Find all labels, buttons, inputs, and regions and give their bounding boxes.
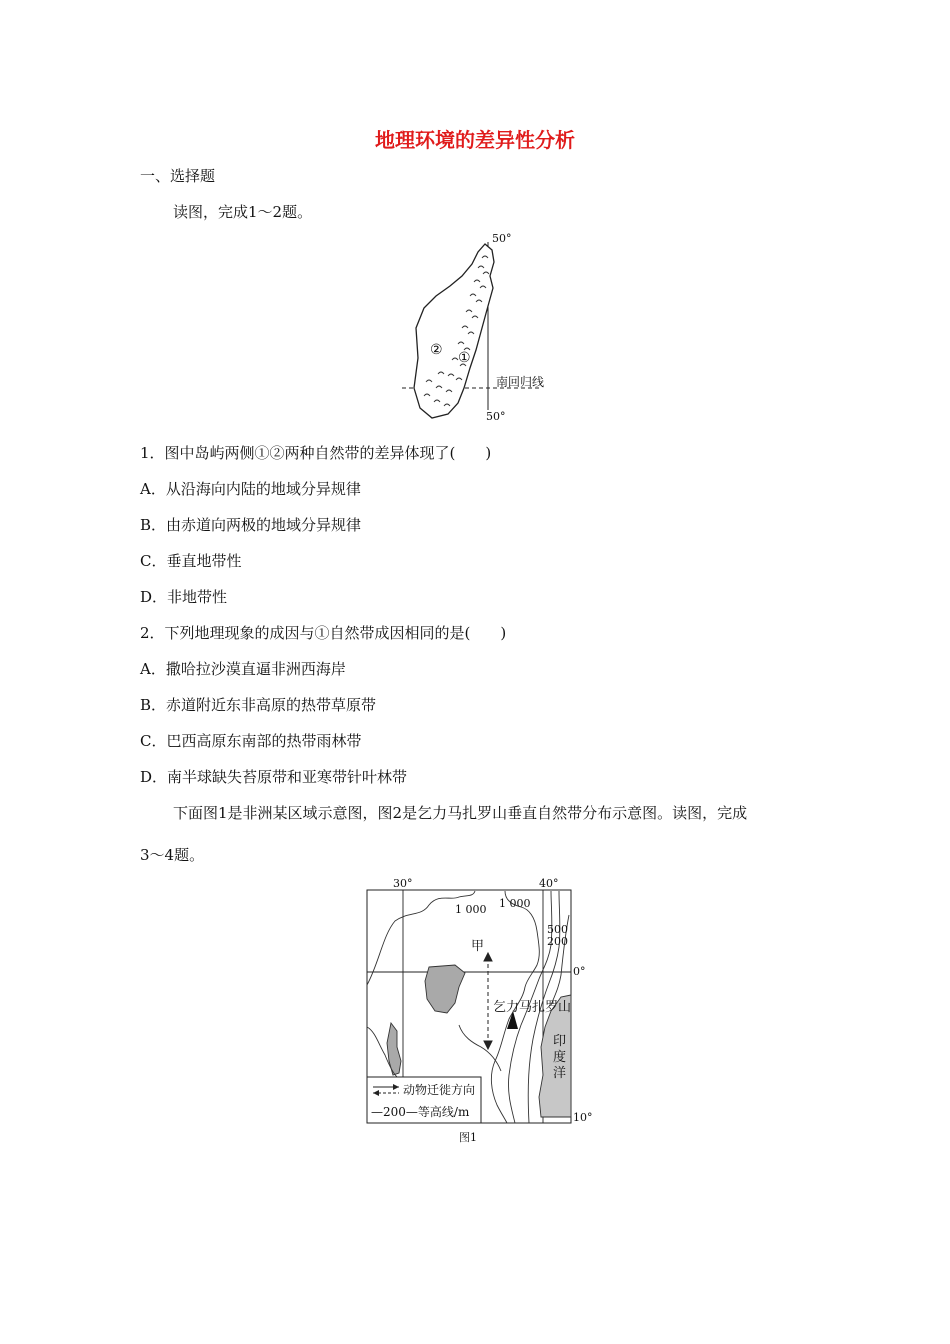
contour-label-200: 200 <box>547 935 568 948</box>
lat-top-label: 50° <box>492 232 512 245</box>
contour-label-1000-a: 1 000 <box>455 903 487 916</box>
question-2-option-b: B．赤道附近东非高原的热带草原带 <box>140 696 377 714</box>
zone-marker-2: ② <box>430 342 443 358</box>
question-2-option-c: C．巴西高原东南部的热带雨林带 <box>140 732 362 750</box>
ocean-label-char-2: 度 <box>553 1050 567 1065</box>
page-title: 地理环境的差异性分析 <box>375 128 575 152</box>
question-1-option-b: B．由赤道向两极的地域分异规律 <box>140 516 362 534</box>
question-2-option-d: D．南半球缺失苔原带和亚寒带针叶林带 <box>140 768 408 786</box>
mountain-label: 乞力马扎罗山 <box>493 1000 572 1015</box>
ocean-label-char-1: 印 <box>553 1034 567 1049</box>
intro-text-2-line-2: 3～4题。 <box>140 846 205 864</box>
legend-migration-label: 动物迁徙方向 <box>403 1083 476 1097</box>
lat-bottom-label: 50° <box>486 410 506 423</box>
question-1-option-c: C．垂直地带性 <box>140 552 242 570</box>
ocean-label-char-3: 洋 <box>553 1066 567 1081</box>
contour-label-500: 500 <box>547 923 568 936</box>
question-1-option-d: D．非地带性 <box>140 588 228 606</box>
question-1-option-a: A．从沿海向内陆的地域分异规律 <box>140 480 361 498</box>
contour-label-1000-b: 1 000 <box>499 897 531 910</box>
intro-text-2-line-1: 下面图1是非洲某区域示意图，图2是乞力马扎罗山垂直自然带分布示意图。读图，完成 <box>173 804 748 822</box>
africa-region-map <box>355 875 605 1150</box>
question-2-stem: 2．下列地理现象的成因与①自然带成因相同的是( ) <box>140 624 507 642</box>
section-heading: 一、选择题 <box>140 167 216 185</box>
lon-left-label: 30° <box>393 877 413 890</box>
question-1-stem: 1．图中岛屿两侧①②两种自然带的差异体现了( ) <box>140 444 492 462</box>
equator-label: 0° <box>573 965 586 978</box>
question-2-option-a: A．撒哈拉沙漠直逼非洲西海岸 <box>140 660 346 678</box>
madagascar-map <box>390 228 550 428</box>
zone-marker-1: ① <box>458 350 471 366</box>
lat-bottom-label: 10° <box>573 1111 593 1124</box>
legend-contour-label: —200—等高线/m <box>371 1105 470 1119</box>
figure-caption: 图1 <box>459 1131 477 1144</box>
lon-right-label: 40° <box>539 877 559 890</box>
tropic-label: 南回归线 <box>496 375 545 389</box>
intro-text: 读图，完成1～2题。 <box>173 203 313 221</box>
label-jia: 甲 <box>471 939 485 954</box>
